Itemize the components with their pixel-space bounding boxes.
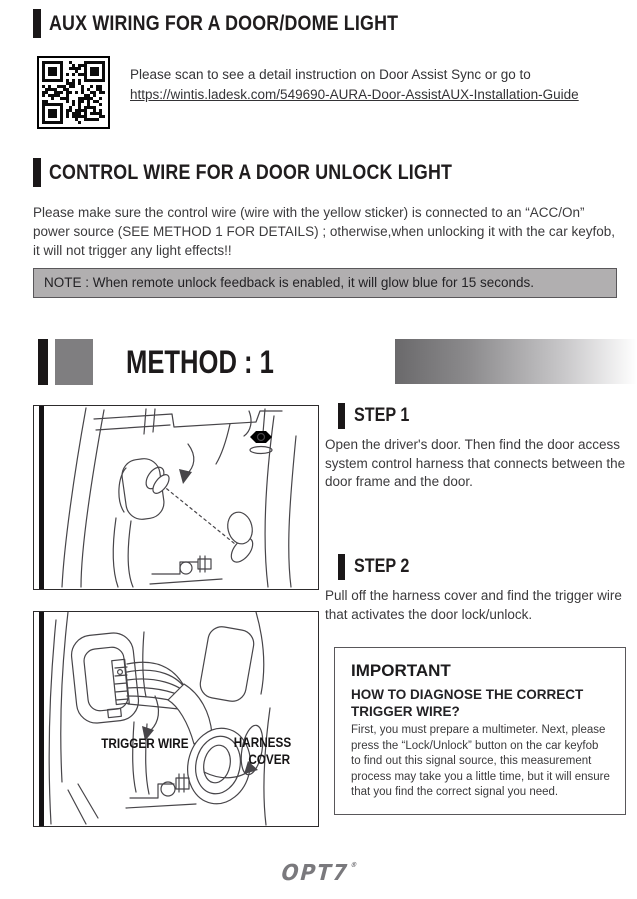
step-1-title: STEP 1: [354, 405, 410, 426]
important-subtitle: HOW TO DIAGNOSE THE CORRECT TRIGGER WIRE?: [351, 687, 584, 719]
method-accent-bar: [38, 339, 48, 385]
step-accent-bar: [338, 403, 345, 429]
trigger-wire-illustration: [34, 612, 318, 826]
brand-logo: OPT7®: [278, 861, 359, 886]
step-2-block: [325, 554, 626, 624]
note-box: NOTE : When remote unlock feedback is enabled, it will glow blue for 15 seconds.: [33, 268, 617, 298]
section-header-aux-wiring: [33, 9, 460, 38]
method-gradient-bar: [395, 339, 637, 384]
door-harness-illustration: [34, 406, 318, 589]
footer: [0, 861, 637, 886]
section-title: CONTROL WIRE FOR A DOOR UNLOCK LIGHT: [49, 160, 453, 184]
step-2-body: Pull off the harness cover and find the trigger wire that activates the door lock/unlock.: [325, 588, 622, 622]
harness-cover-label-line2: COVER: [248, 751, 291, 768]
important-body: First, you must prepare a multimeter. Next, please press the “Lock/Unlock” button on the car keyfob to find out this signal source, this measurement process may take you a little time, but it will ensure that you find the correct signal you need.: [351, 724, 610, 798]
harness-cover-label-line1: HARNESS: [233, 734, 292, 751]
diagram-door-harness: [33, 405, 319, 590]
step-2-header: [338, 554, 626, 580]
qr-caption-text: Please scan to see a detail instruction on Door Assist Sync or go to: [130, 67, 531, 82]
important-box: [334, 647, 626, 815]
step-1-header: [338, 403, 626, 429]
step-2-title: STEP 2: [354, 556, 410, 577]
qr-caption: [130, 66, 610, 104]
step-1-body: Open the driver's door. Then find the door access system control harness that connects between the door frame and the door.: [325, 437, 626, 489]
diagram-trigger-wire: [33, 611, 319, 827]
registered-mark: ®: [350, 861, 359, 869]
installation-guide-link[interactable]: https://wintis.ladesk.com/549690-AURA-Door-AssistAUX-Installation-Guide: [130, 87, 579, 102]
step-1-block: [325, 403, 626, 492]
section-header-control-wire: [33, 158, 523, 187]
method-gray-square: [55, 339, 93, 385]
important-title: IMPORTANT: [351, 661, 451, 680]
step-accent-bar: [338, 554, 345, 580]
heading-accent-bar: [33, 158, 41, 187]
qr-code-svg: [42, 61, 105, 124]
heading-accent-bar: [33, 9, 41, 38]
method-title: METHOD : 1: [126, 344, 274, 380]
page-title: AUX WIRING FOR A DOOR/DOME LIGHT: [49, 11, 399, 35]
qr-code: [37, 56, 110, 129]
trigger-wire-label: TRIGGER WIRE: [101, 735, 189, 752]
control-wire-paragraph: Please make sure the control wire (wire with the yellow sticker) is connected to an “ACC/On” power source (SEE METHOD 1 FOR DETAILS) ; otherwise,when unlocking it with the car keyfob, it will not trigger any light effects!!: [33, 205, 615, 258]
